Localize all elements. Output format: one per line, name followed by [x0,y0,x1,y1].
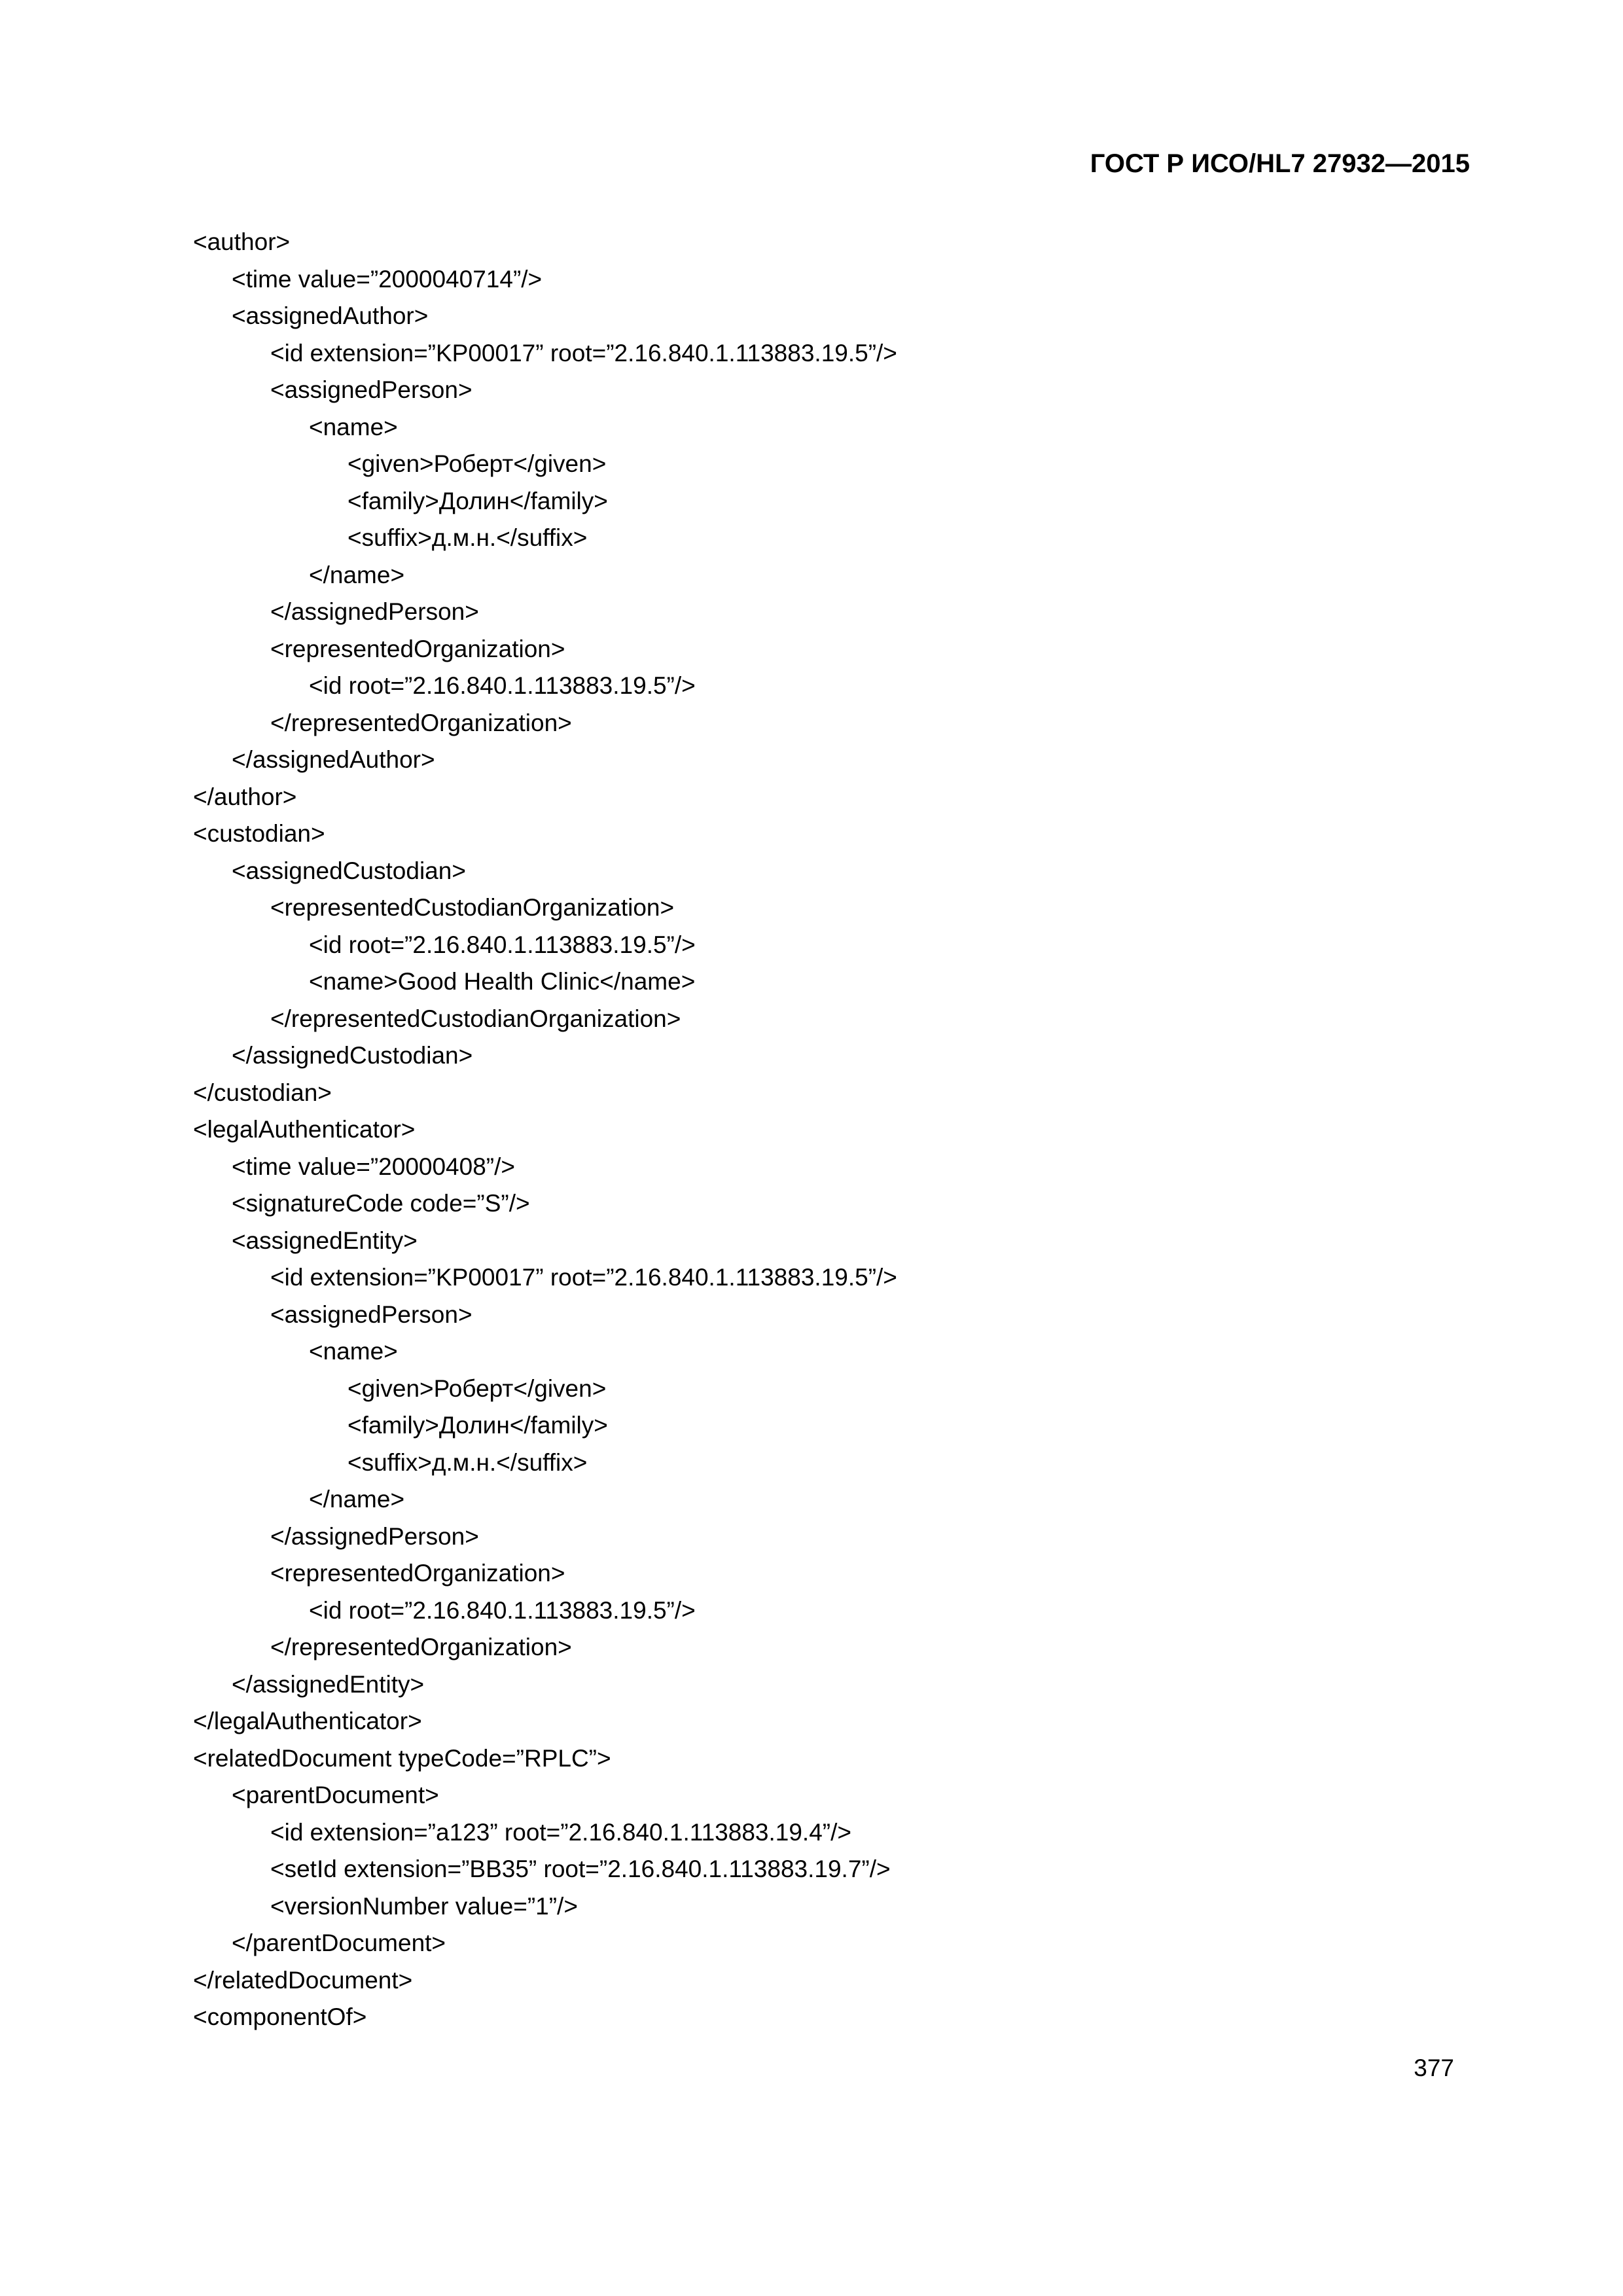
code-line: <signatureCode code=”S”/> [232,1190,530,1217]
code-line: <given>Роберт</given> [348,450,607,477]
code-line: <representedOrganization> [270,635,565,662]
code-line: </name> [309,1486,405,1513]
code-line: <given>Роберт</given> [348,1374,607,1402]
code-line: <assignedEntity> [232,1227,418,1254]
code-line: <assignedAuthor> [232,302,429,329]
code-line: </assignedCustodian> [232,1042,473,1069]
xml-code-listing [193,224,897,2036]
code-line: <author> [193,228,291,255]
code-line: <parentDocument> [232,1782,439,1808]
code-line: </legalAuthenticator> [193,1708,422,1734]
code-line: </author> [193,783,297,810]
code-line: <versionNumber value=”1”/> [270,1892,578,1920]
code-line: <legalAuthenticator> [193,1116,416,1143]
code-line: <componentOf> [193,2003,367,2030]
code-line: <name>Good Health Clinic</name> [309,968,696,995]
code-line: <name> [309,413,398,440]
code-line: <time value=”20000408”/> [232,1153,515,1180]
code-line: <setId extension=”BB35” root=”2.16.840.1.113883.19.7”/> [270,1856,891,1882]
code-line: <representedOrganization> [270,1560,565,1587]
code-line: <family>Долин</family> [348,487,608,514]
code-line: <suffix>д.м.н.</suffix> [348,1448,588,1476]
code-line: <relatedDocument typeCode=”RPLC”> [193,1744,611,1772]
code-line: </assignedEntity> [232,1670,425,1698]
code-line: <id extension=”KP00017” root=”2.16.840.1.113883.19.5”/> [270,1264,897,1291]
code-line: </name> [309,561,405,588]
code-line: </representedCustodianOrganization> [270,1005,681,1032]
code-line: <name> [309,1338,398,1365]
code-line: <representedCustodianOrganization> [270,894,675,921]
code-line: <family>Долин</family> [348,1412,608,1439]
code-line: </representedOrganization> [270,709,572,736]
code-line: <id extension=”a123” root=”2.16.840.1.113883.19.4”/> [270,1818,851,1846]
code-line: <time value=”2000040714”/> [232,265,543,293]
code-line: </custodian> [193,1079,332,1106]
code-line: <id root=”2.16.840.1.113883.19.5”/> [309,1596,696,1624]
code-line: <suffix>д.м.н.</suffix> [348,524,588,551]
code-line: <id root=”2.16.840.1.113883.19.5”/> [309,672,696,699]
code-line: <assignedCustodian> [232,857,466,884]
code-line: </relatedDocument> [193,1966,413,1994]
code-line: </parentDocument> [232,1929,446,1956]
code-line: </representedOrganization> [270,1634,572,1660]
code-line: <custodian> [193,820,325,847]
code-line: <id root=”2.16.840.1.113883.19.5”/> [309,931,696,958]
code-line: <assignedPerson> [270,376,473,403]
page-number: 377 [1414,2054,1454,2081]
code-line: <assignedPerson> [270,1300,473,1328]
code-line: </assignedAuthor> [232,746,435,773]
code-line: <id extension=”KP00017” root=”2.16.840.1.113883.19.5”/> [270,339,897,367]
document-standard-header: ГОСТ Р ИСО/HL7 27932—2015 [1090,149,1470,178]
code-line: </assignedPerson> [270,598,479,625]
code-line: </assignedPerson> [270,1522,479,1550]
